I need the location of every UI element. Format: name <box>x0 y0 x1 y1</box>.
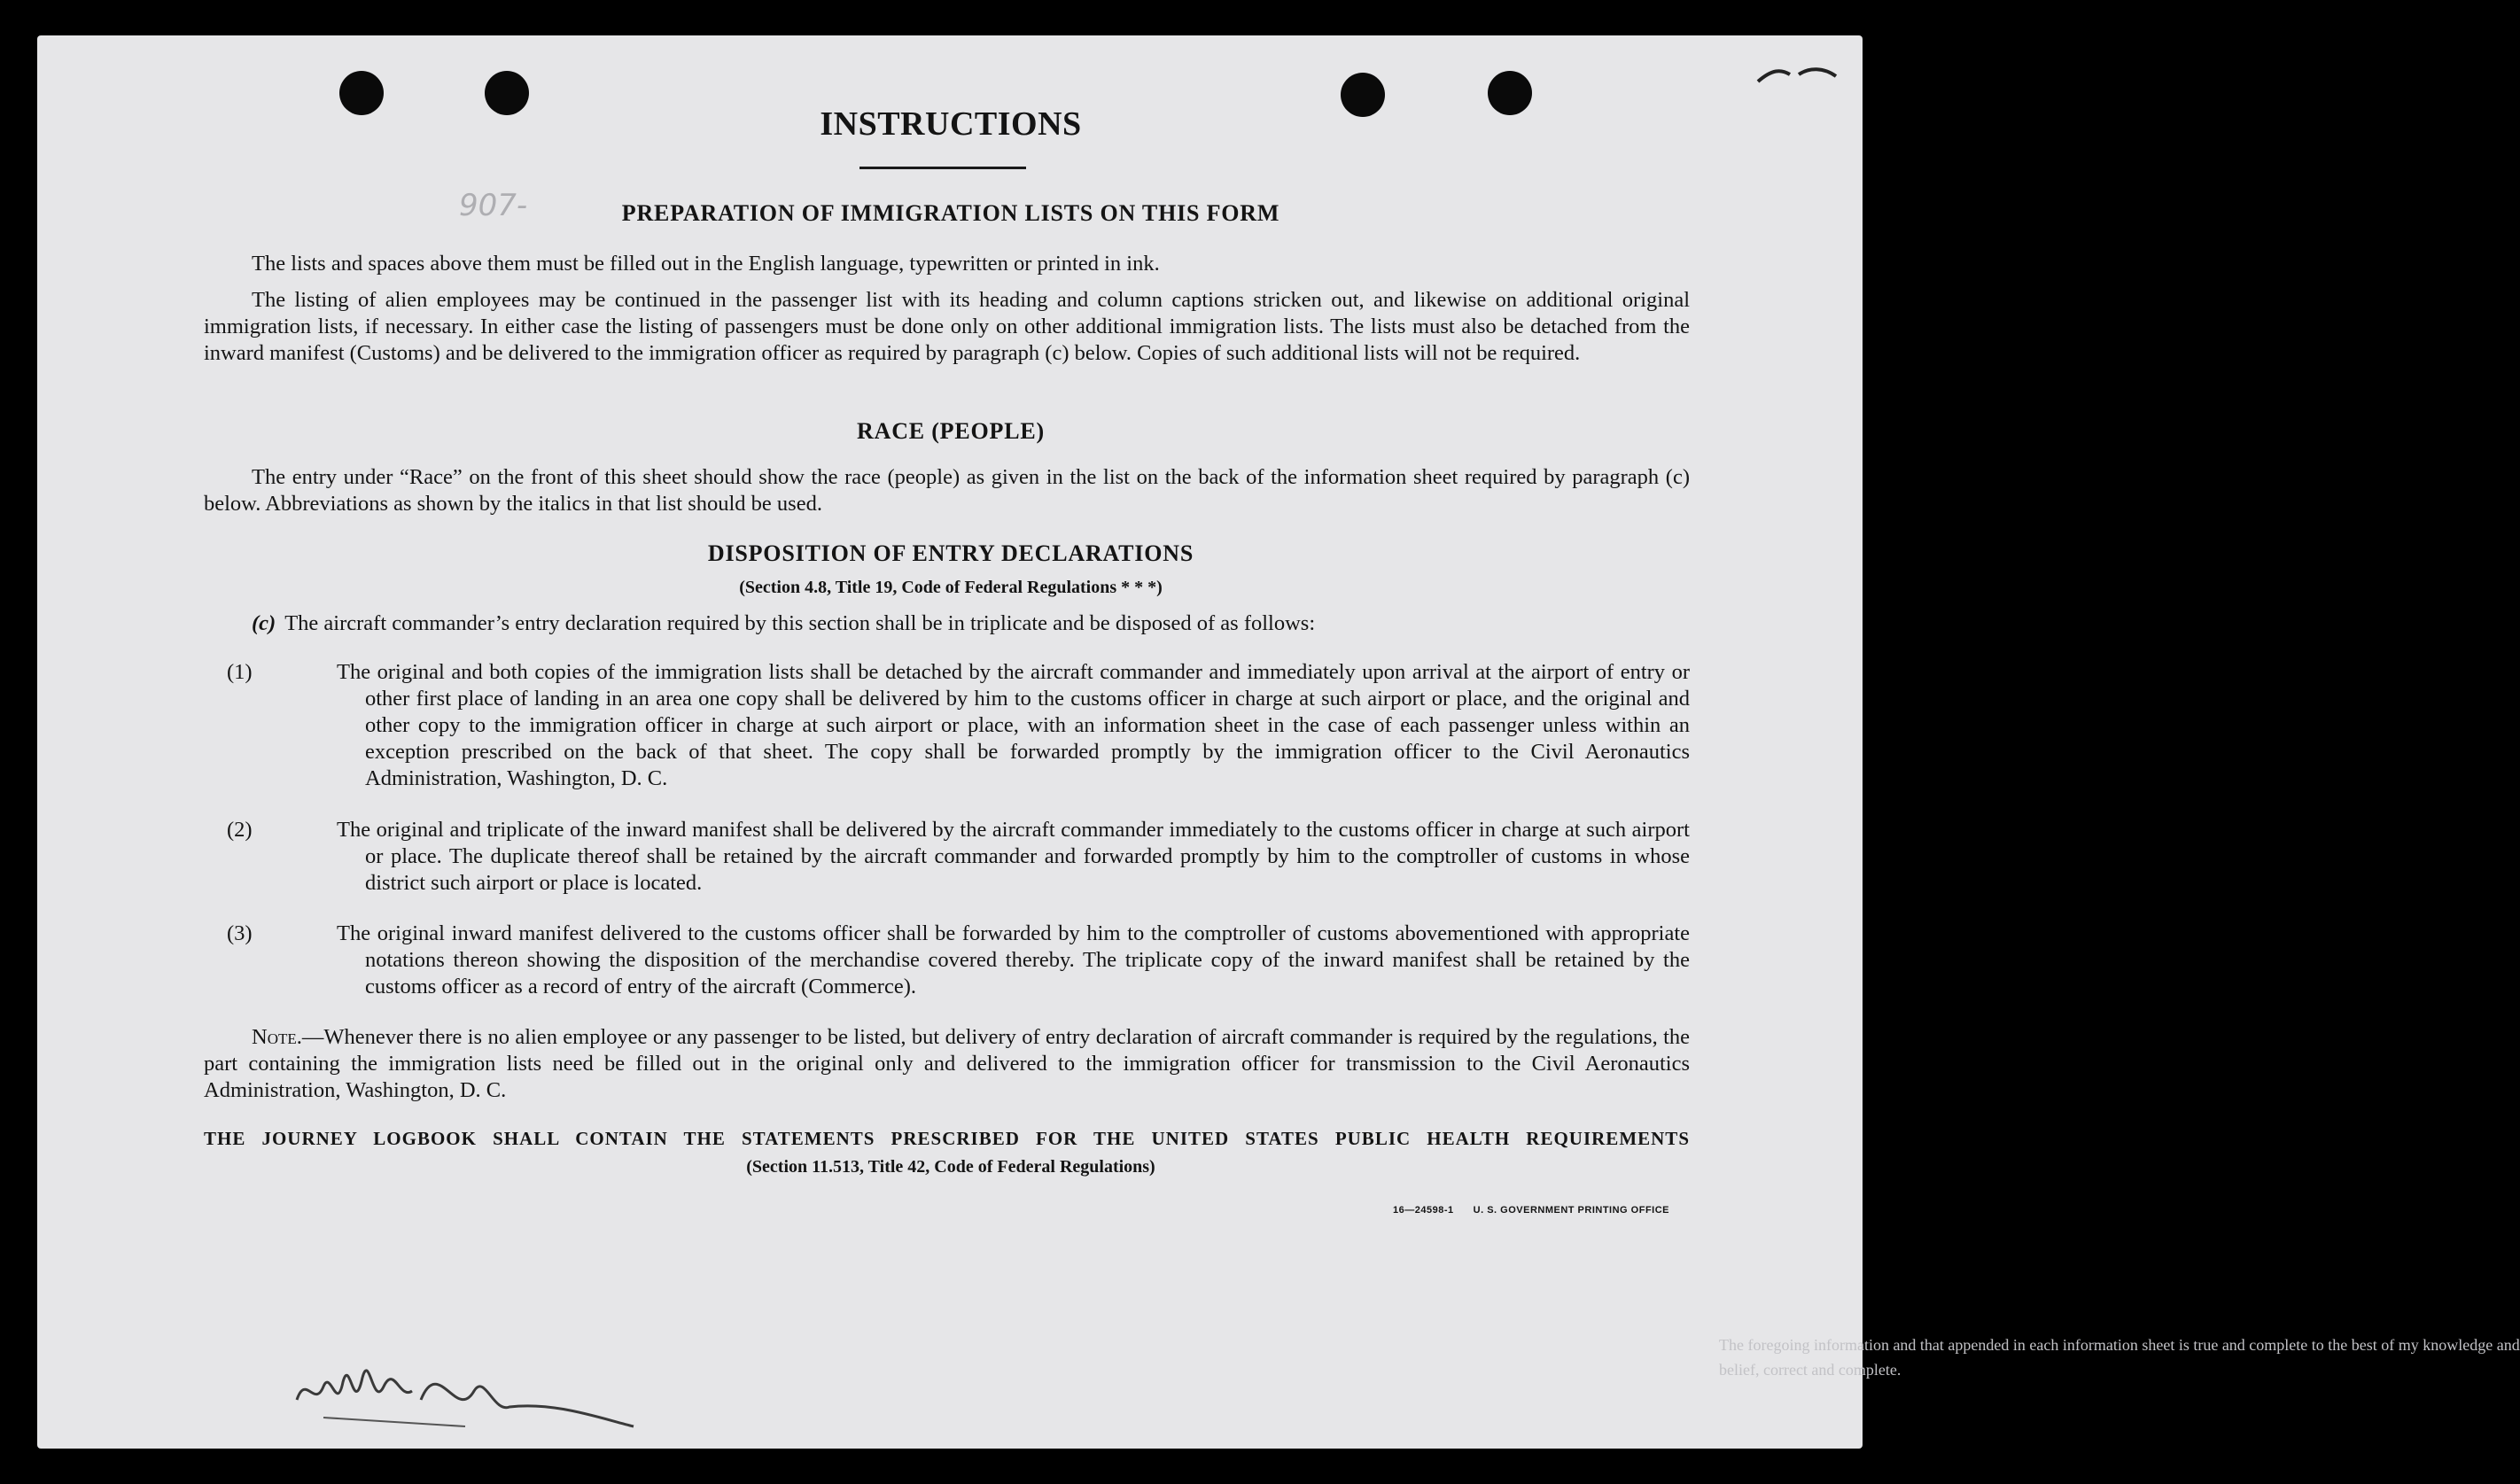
pencil-mark <box>1754 62 1843 89</box>
section-heading-preparation: PREPARATION OF IMMIGRATION LISTS ON THIS FORM <box>621 200 1280 226</box>
signature-mark <box>288 1338 642 1435</box>
printer-footer: 16—24598-1 U. S. GOVERNMENT PRINTING OFFICE <box>1393 1205 1669 1216</box>
title-rule <box>859 167 1026 169</box>
paragraph: The entry under “Race” on the front of this sheet should show the race (people) as given in the list on the back of the information sheet required by paragraph (c) below. Abbreviations as shown by the italics in that list should be used. <box>204 465 1690 516</box>
list-item: (3) The original inward manifest delivered to the customs officer shall be forwarded by him to the comptroller of customs abovementioned with appropriate notations thereon showing the disposition of the merchandise covered thereby. The triplicate copy of the inward manifest shall be retained by the customs officer as a record of entry of the aircraft (Commerce). <box>227 921 1690 998</box>
section-heading-disposition: DISPOSITION OF ENTRY DECLARATIONS <box>707 540 1194 566</box>
note-paragraph: Note.—Whenever there is no alien employee or any passenger to be listed, but delivery of entry declaration of aircraft commander is required by the regulations, the part containing the immigration lists need be filled out in the original only and delivered to the immigration officer for transmission to the Civil Aeronautics Administration, Washington, D. C. <box>204 1025 1690 1102</box>
logbook-citation: (Section 11.513, Title 42, Code of Federal Regulations) <box>746 1157 1155 1177</box>
paragraph: The lists and spaces above them must be filled out in the English language, typewritten or printed in ink. <box>252 252 1160 276</box>
paragraph: The listing of alien employees may be continued in the passenger list with its heading and column captions stricken out, and likewise on additional original immigration lists, if necessary. In either case the listing of passengers must be done only on other additional immigration lists. The lists must also be detached from the inward manifest (Customs) and be delivered to the immigration officer as required by paragraph (c) below. Copies of such additional lists will not be required. <box>204 288 1690 365</box>
bleedthrough-text: The foregoing information and that appended in each information sheet is true and complete to the best of my knowledge and <box>1719 1336 2520 1354</box>
page-title: INSTRUCTIONS <box>820 105 1082 143</box>
citation: (Section 4.8, Title 19, Code of Federal Regulations * * *) <box>739 578 1163 597</box>
bleedthrough-text: belief, correct and complete. <box>1719 1361 1902 1379</box>
paragraph-c: (c) The aircraft commander’s entry declaration required by this section shall be in triplicate and be disposed of as follows: <box>252 611 1316 635</box>
list-item: (2) The original and triplicate of the inward manifest shall be delivered by the aircraft commander immediately to the customs officer in charge at such airport or place. The duplicate thereof shall be retained by the aircraft commander and forwarded promptly by him to the comptroller of customs in whose district such airport or place is located. <box>227 818 1690 895</box>
list-item: (1) The original and both copies of the immigration lists shall be detached by the aircraft commander and immediately upon arrival at the airport of entry or other first place of landing in an area one copy shall be delivered by him to the customs officer in charge at such airport or place, and the original and other copy to the immigration officer in charge at such airport or place, with an information sheet in the case of each passenger unless within an exception prescribed on the back of that sheet. The copy shall be forwarded promptly by the immigration officer to the Civil Aeronautics Administration, Washington, D. C. <box>227 660 1690 790</box>
section-heading-race: RACE (PEOPLE) <box>857 418 1045 444</box>
logbook-statement: THE JOURNEY LOGBOOK SHALL CONTAIN THE STATEMENTS PRESCRIBED FOR THE UNITED STATES PUBLIC HEALTH REQUIREMENTS <box>204 1128 1690 1149</box>
handwritten-note: 907- <box>459 188 528 223</box>
